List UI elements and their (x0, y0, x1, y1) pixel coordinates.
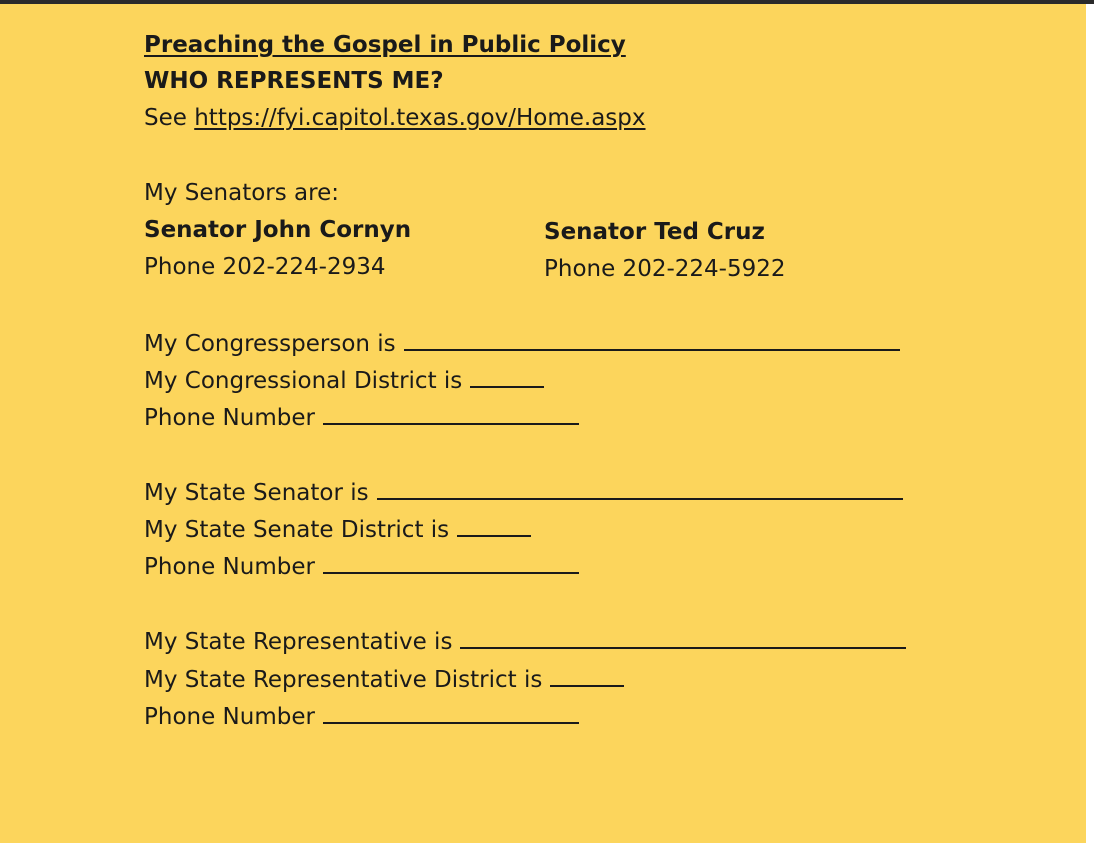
state-rep-phone-row (144, 700, 579, 732)
see-prefix: See (144, 105, 195, 131)
congress-district-label: My Congressional District is (144, 368, 463, 394)
capitol-link[interactable]: https://fyi.capitol.texas.gov/Home.aspx (194, 105, 646, 131)
state-rep-blank (460, 625, 906, 649)
state-rep-phone-blank (323, 700, 579, 724)
card-title: Preaching the Gospel in Public Policy (144, 32, 626, 58)
congress-phone-row (144, 401, 579, 433)
state-senate-phone-row (144, 550, 579, 582)
state-rep-district-blank (550, 663, 624, 687)
state-rep-label: My State Representative is (144, 629, 453, 655)
state-senator-row (144, 476, 903, 508)
state-senate-district-row (144, 513, 531, 545)
card-subtitle: WHO REPRESENTS ME? (144, 68, 444, 94)
state-senator-blank (377, 476, 903, 500)
congress-district-blank (470, 364, 544, 388)
state-senate-district-label: My State Senate District is (144, 517, 450, 543)
congressperson-blank (404, 327, 900, 351)
congressperson-row (144, 327, 900, 359)
congress-district-row (144, 364, 544, 396)
state-rep-district-label: My State Representative District is (144, 667, 543, 693)
senator-left-phone: Phone 202-224-2934 (144, 254, 386, 280)
state-senator-label: My State Senator is (144, 480, 369, 506)
see-line (144, 103, 646, 133)
state-rep-district-row (144, 663, 624, 695)
state-senate-phone-blank (323, 550, 579, 574)
congressperson-label: My Congressperson is (144, 331, 396, 357)
senator-right-phone: Phone 202-224-5922 (544, 256, 786, 282)
senator-left-name: Senator John Cornyn (144, 217, 412, 243)
senators-intro: My Senators are: (144, 180, 339, 206)
state-senate-phone-label: Phone Number (144, 554, 315, 580)
senator-right-name: Senator Ted Cruz (544, 219, 765, 245)
state-rep-row (144, 625, 906, 657)
state-senate-district-blank (457, 513, 531, 537)
congress-phone-blank (323, 401, 579, 425)
info-card (0, 4, 1086, 843)
congress-phone-label: Phone Number (144, 405, 315, 431)
state-rep-phone-label: Phone Number (144, 704, 315, 730)
